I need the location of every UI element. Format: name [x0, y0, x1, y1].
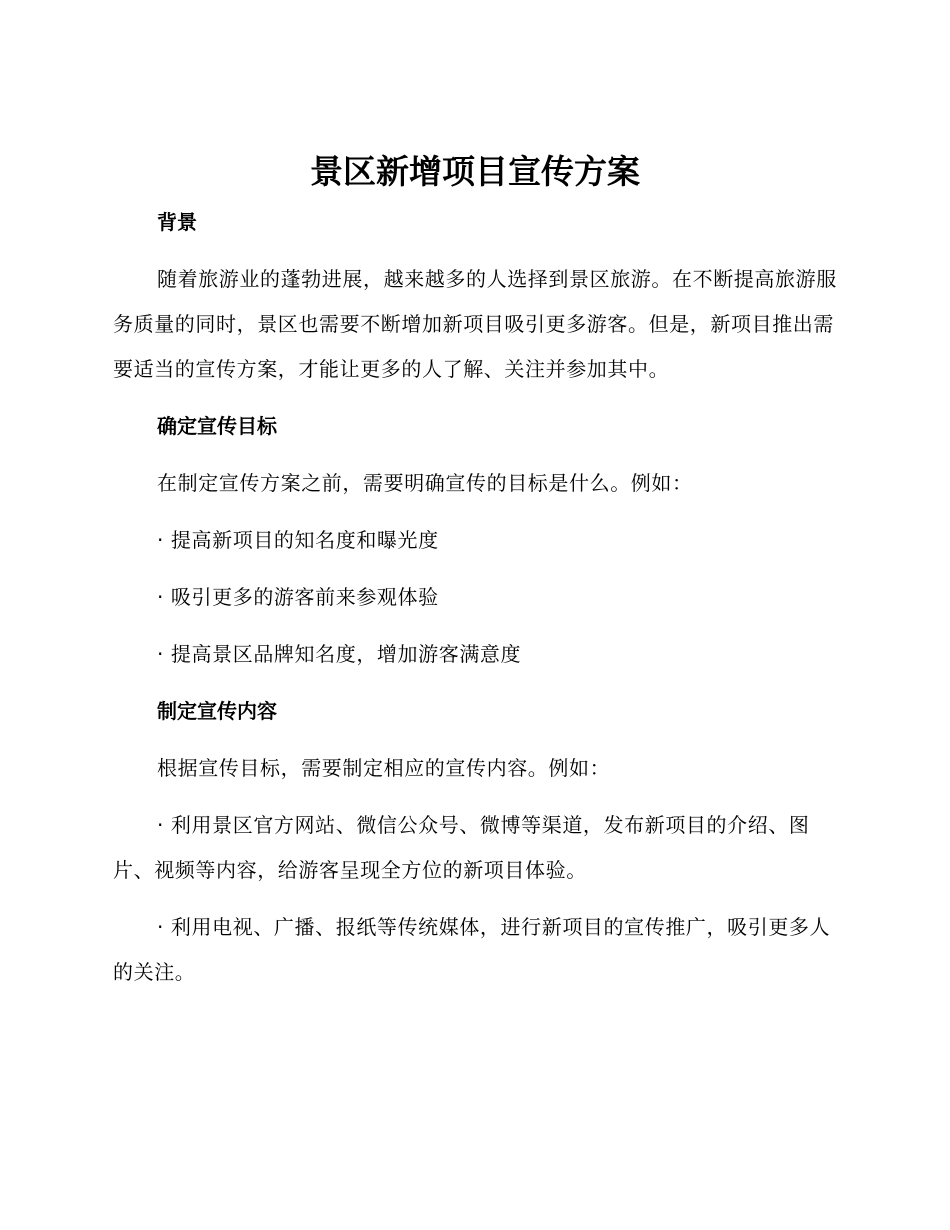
paragraph: 随着旅游业的蓬勃进展，越来越多的人选择到景区旅游。在不断提高旅游服务质量的同时，景区也需要不断增加新项目吸引更多游客。但是，新项目推出需要适当的宣传方案，才能让更多的人了解、关注并参加其中。 [113, 267, 837, 381]
paragraph: 根据宣传目标，需要制定相应的宣传内容。例如： [157, 756, 611, 780]
paragraph: 在制定宣传方案之前，需要明确宣传的目标是什么。例如： [157, 471, 693, 495]
bullet-item: · 提高新项目的知名度和曝光度 [157, 528, 439, 552]
section-content [113, 689, 837, 995]
bullet-item: · 利用景区官方网站、微信公众号、微博等渠道，发布新项目的介绍、图片、视频等内容，给游客呈现全方位的新项目体验。 [113, 813, 810, 882]
document-title: 景区新增项目宣传方案 [310, 152, 640, 191]
section-heading: 确定宣传目标 [157, 414, 277, 438]
bullet-item: · 吸引更多的游客前来参观体验 [157, 585, 439, 609]
section-heading: 制定宣传内容 [157, 699, 277, 723]
section-heading: 背景 [157, 210, 197, 234]
section-goals [113, 404, 837, 677]
document-body [113, 200, 837, 995]
bullet-item: · 利用电视、广播、报纸等传统媒体，进行新项目的宣传推广，吸引更多人的关注。 [113, 915, 831, 984]
bullet-item: · 提高景区品牌知名度，增加游客满意度 [157, 642, 522, 666]
section-background [113, 200, 837, 392]
